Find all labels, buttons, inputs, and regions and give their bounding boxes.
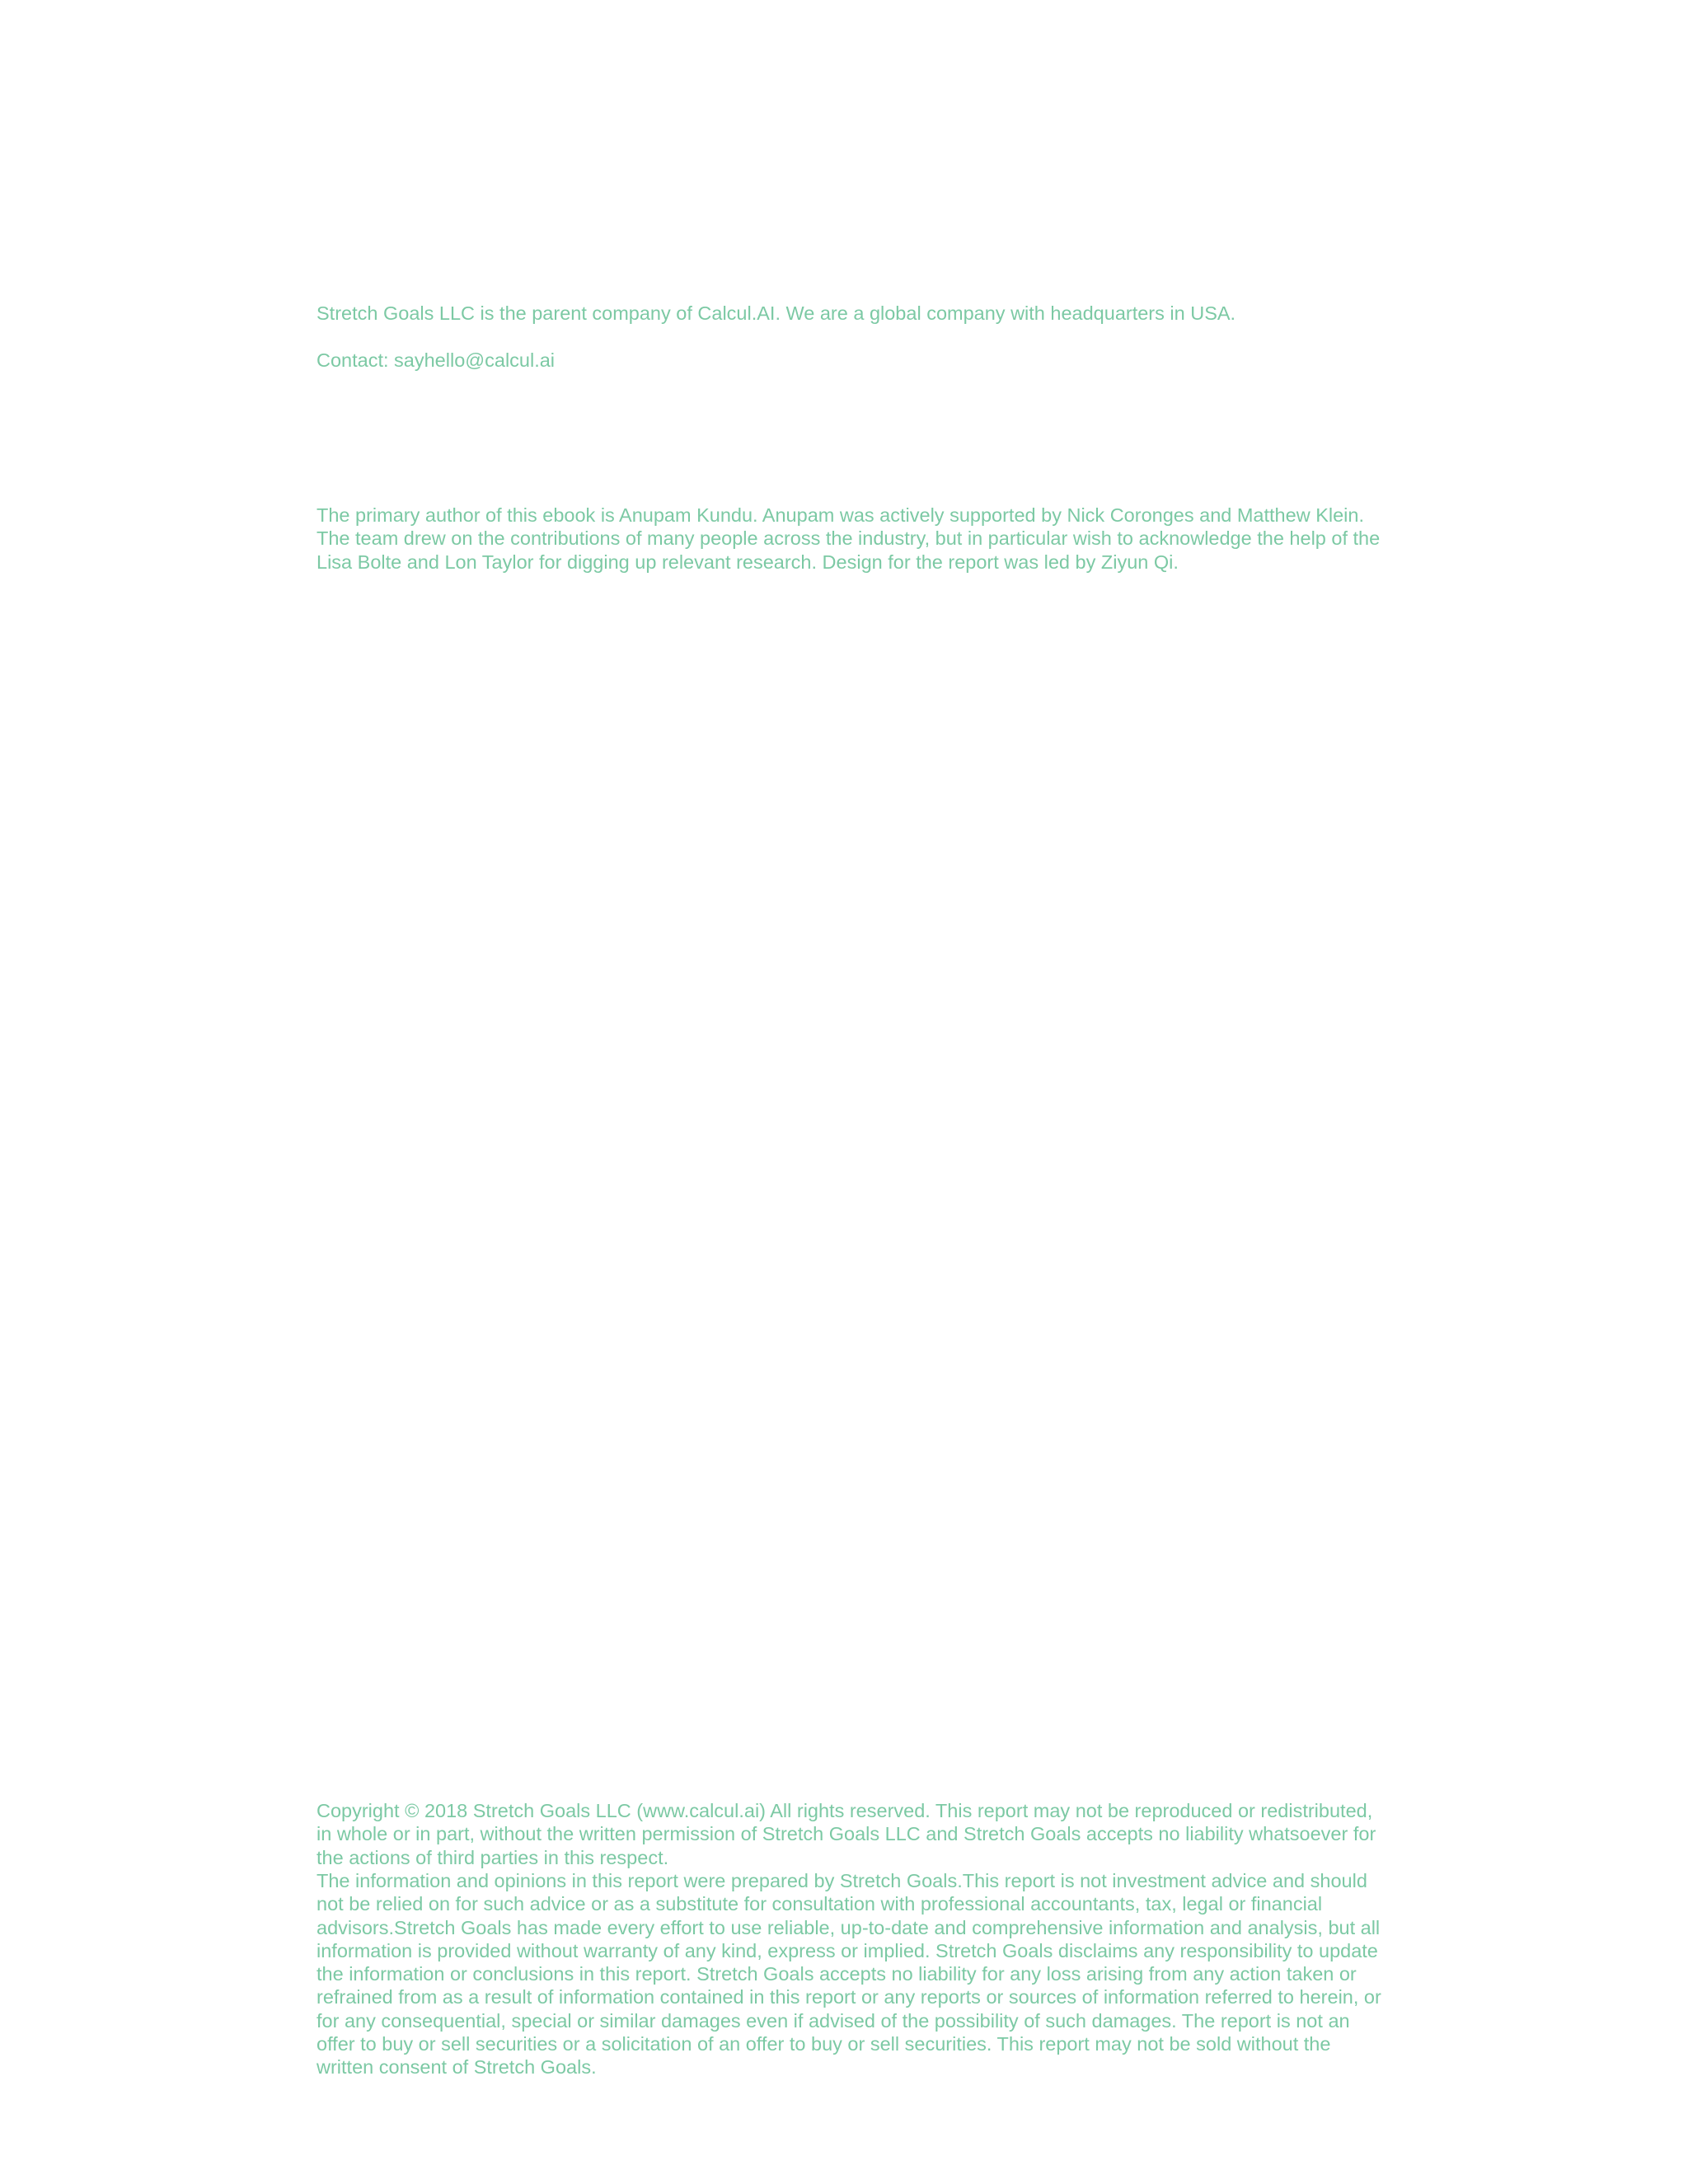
copyright-notice: Copyright © 2018 Stretch Goals LLC (www.calcul.ai) All rights reserved. This report may not be reproduced or redistributed, in whole or in part, without the written permission of Stretch Goals LLC and Stretch Goals accepts no liability whatsoever for the actions of third parties in this respect.: [316, 1800, 1376, 1868]
contact-email: Contact: sayhello@calcul.ai: [316, 349, 556, 371]
company-statement: Stretch Goals LLC is the parent company of Calcul.AI. We are a global company with headquarters in USA.: [316, 302, 1236, 324]
disclaimer-paragraph: The information and opinions in this report were prepared by Stretch Goals.This report is not investment advice and should not be relied on for such advice or as a substitute for consultation with professional accountants, tax, legal or financial advisors.Stretch Goals has made every effort to use reliable, up-to-date and comprehensive information and analysis, but all information is provided without warranty of any kind, express or implied. Stretch Goals disclaims any responsibility to update the information or conclusions in this report. Stretch Goals accepts no liability for any loss arising from any action taken or refrained from as a result of information contained in this report or any reports or sources of information referred to herein, or for any consequential, special or similar damages even if advised of the possibility of such damages. The report is not an offer to buy or sell securities or a solicitation of an offer to buy or sell securities. This report may not be sold without the written consent of Stretch Goals.: [316, 1870, 1381, 2079]
credits-paragraph: The primary author of this ebook is Anupam Kundu. Anupam was actively supported by Nick Coronges and Matthew Klein. The team drew on the contributions of many people across the industry, but in particular wish to acknowledge the help of the Lisa Bolte and Lon Taylor for digging up relevant research. Design for the report was led by Ziyun Qi.: [316, 504, 1381, 573]
